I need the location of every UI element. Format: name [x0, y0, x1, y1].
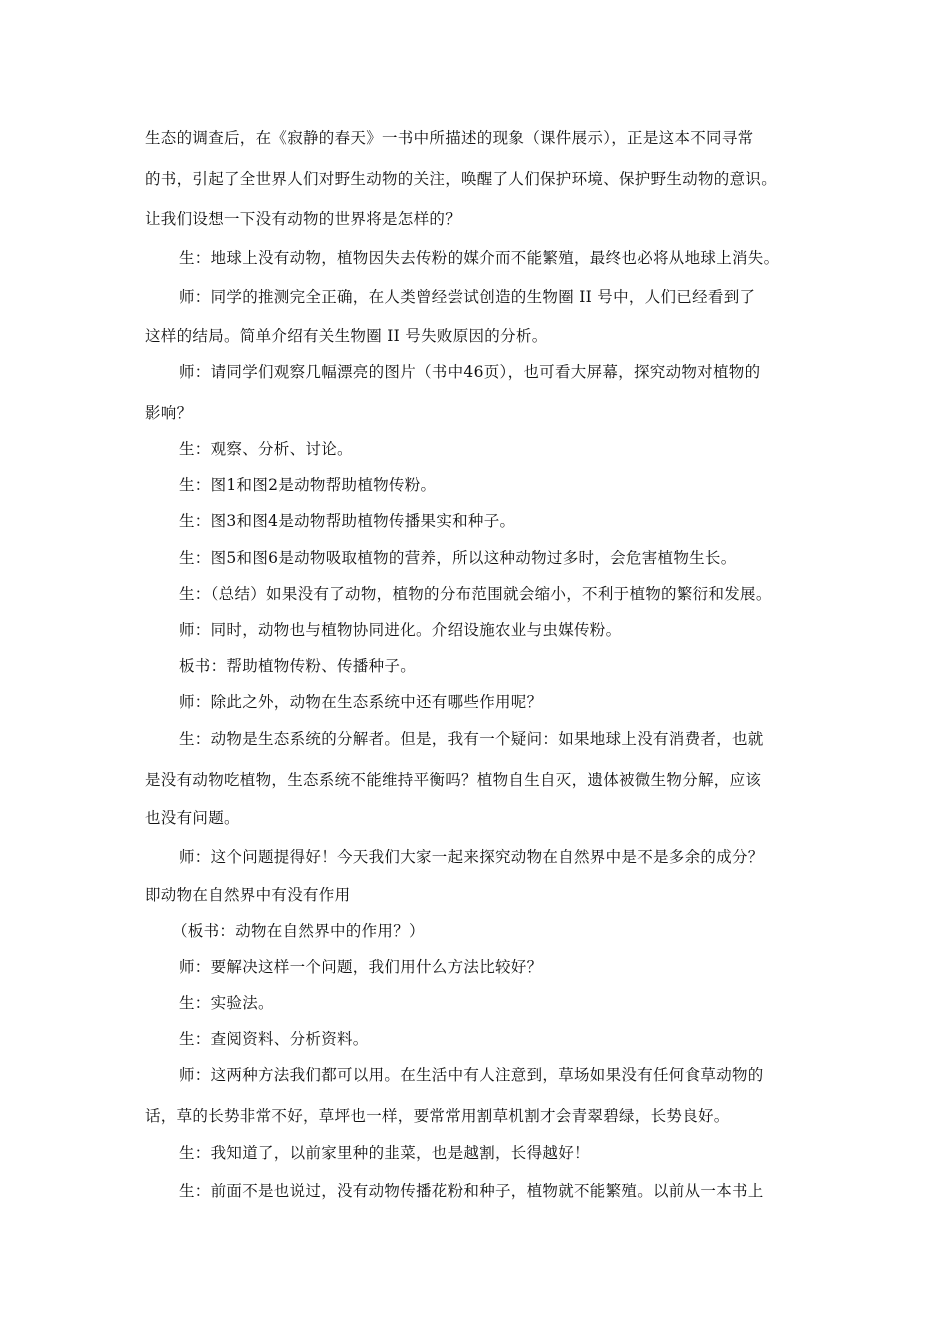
paragraph-line: 师：同时，动物也与植物协同进化。介绍设施农业与虫媒传粉。 [179, 621, 622, 639]
paragraph-line: 生：地球上没有动物，植物因失去传粉的媒介而不能繁殖，最终也必将从地球上消失。 [179, 249, 780, 267]
paragraph-line: 话，草的长势非常不好，草坪也一样，要常常用割草机割才会青翠碧绿，长势良好。 [145, 1107, 730, 1125]
paragraph-line: 师：请同学们观察几幅漂亮的图片（书中46页），也可看大屏幕，探究动物对植物的 [179, 363, 761, 381]
paragraph-line: 的书，引起了全世界人们对野生动物的关注，唤醒了人们保护环境、保护野生动物的意识。 [145, 170, 778, 188]
paragraph-line: 生：我知道了，以前家里种的韭菜，也是越割，长得越好！ [179, 1144, 590, 1162]
paragraph-line: 生态的调查后，在《寂静的春天》一书中所描述的现象（课件展示），正是这本不同寻常 [145, 129, 754, 147]
paragraph-line: 生：（总结）如果没有了动物，植物的分布范围就会缩小，不利于植物的繁衍和发展。 [179, 585, 772, 603]
paragraph-line: 师：除此之外，动物在生态系统中还有哪些作用呢？ [179, 693, 543, 711]
paragraph-line: 板书：帮助植物传粉、传播种子。 [179, 657, 417, 675]
paragraph-line: 让我们设想一下没有动物的世界将是怎样的？ [145, 210, 462, 228]
paragraph-line: 生：观察、分析、讨论。 [179, 440, 353, 458]
paragraph-line: 是没有动物吃植物，生态系统不能维持平衡吗？植物自生自灭，遗体被微生物分解，应该 [145, 771, 762, 789]
paragraph-line: 这样的结局。简单介绍有关生物圈 II 号失败原因的分析。 [145, 327, 548, 345]
paragraph-line: （板书：动物在自然界中的作用？） [172, 922, 425, 940]
paragraph-line: 师：同学的推测完全正确，在人类曾经尝试创造的生物圈 II 号中，人们已经看到了 [179, 288, 756, 306]
paragraph-line: 师：这个问题提得好！今天我们大家一起来探究动物在自然界中是不是多余的成分？ [179, 848, 764, 866]
paragraph-line: 生：图5和图6是动物吸取植物的营养，所以这种动物过多时，会危害植物生长。 [179, 549, 737, 567]
paragraph-line: 生：实验法。 [179, 994, 274, 1012]
paragraph-line: 生：图1和图2是动物帮助植物传粉。 [179, 476, 437, 494]
paragraph-line: 即动物在自然界中有没有作用 [145, 886, 351, 904]
paragraph-line: 生：前面不是也说过，没有动物传播花粉和种子，植物就不能繁殖。以前从一本书上 [179, 1182, 764, 1200]
paragraph-line: 生：图3和图4是动物帮助植物传播果实和种子。 [179, 512, 516, 530]
paragraph-line: 师：要解决这样一个问题，我们用什么方法比较好？ [179, 958, 543, 976]
paragraph-line: 生：动物是生态系统的分解者。但是，我有一个疑问：如果地球上没有消费者，也就 [179, 730, 764, 748]
paragraph-line: 师：这两种方法我们都可以用。在生活中有人注意到，草场如果没有任何食草动物的 [179, 1066, 764, 1084]
paragraph-line: 也没有问题。 [145, 809, 240, 827]
paragraph-line: 生：查阅资料、分析资料。 [179, 1030, 369, 1048]
paragraph-line: 影响？ [145, 404, 193, 422]
